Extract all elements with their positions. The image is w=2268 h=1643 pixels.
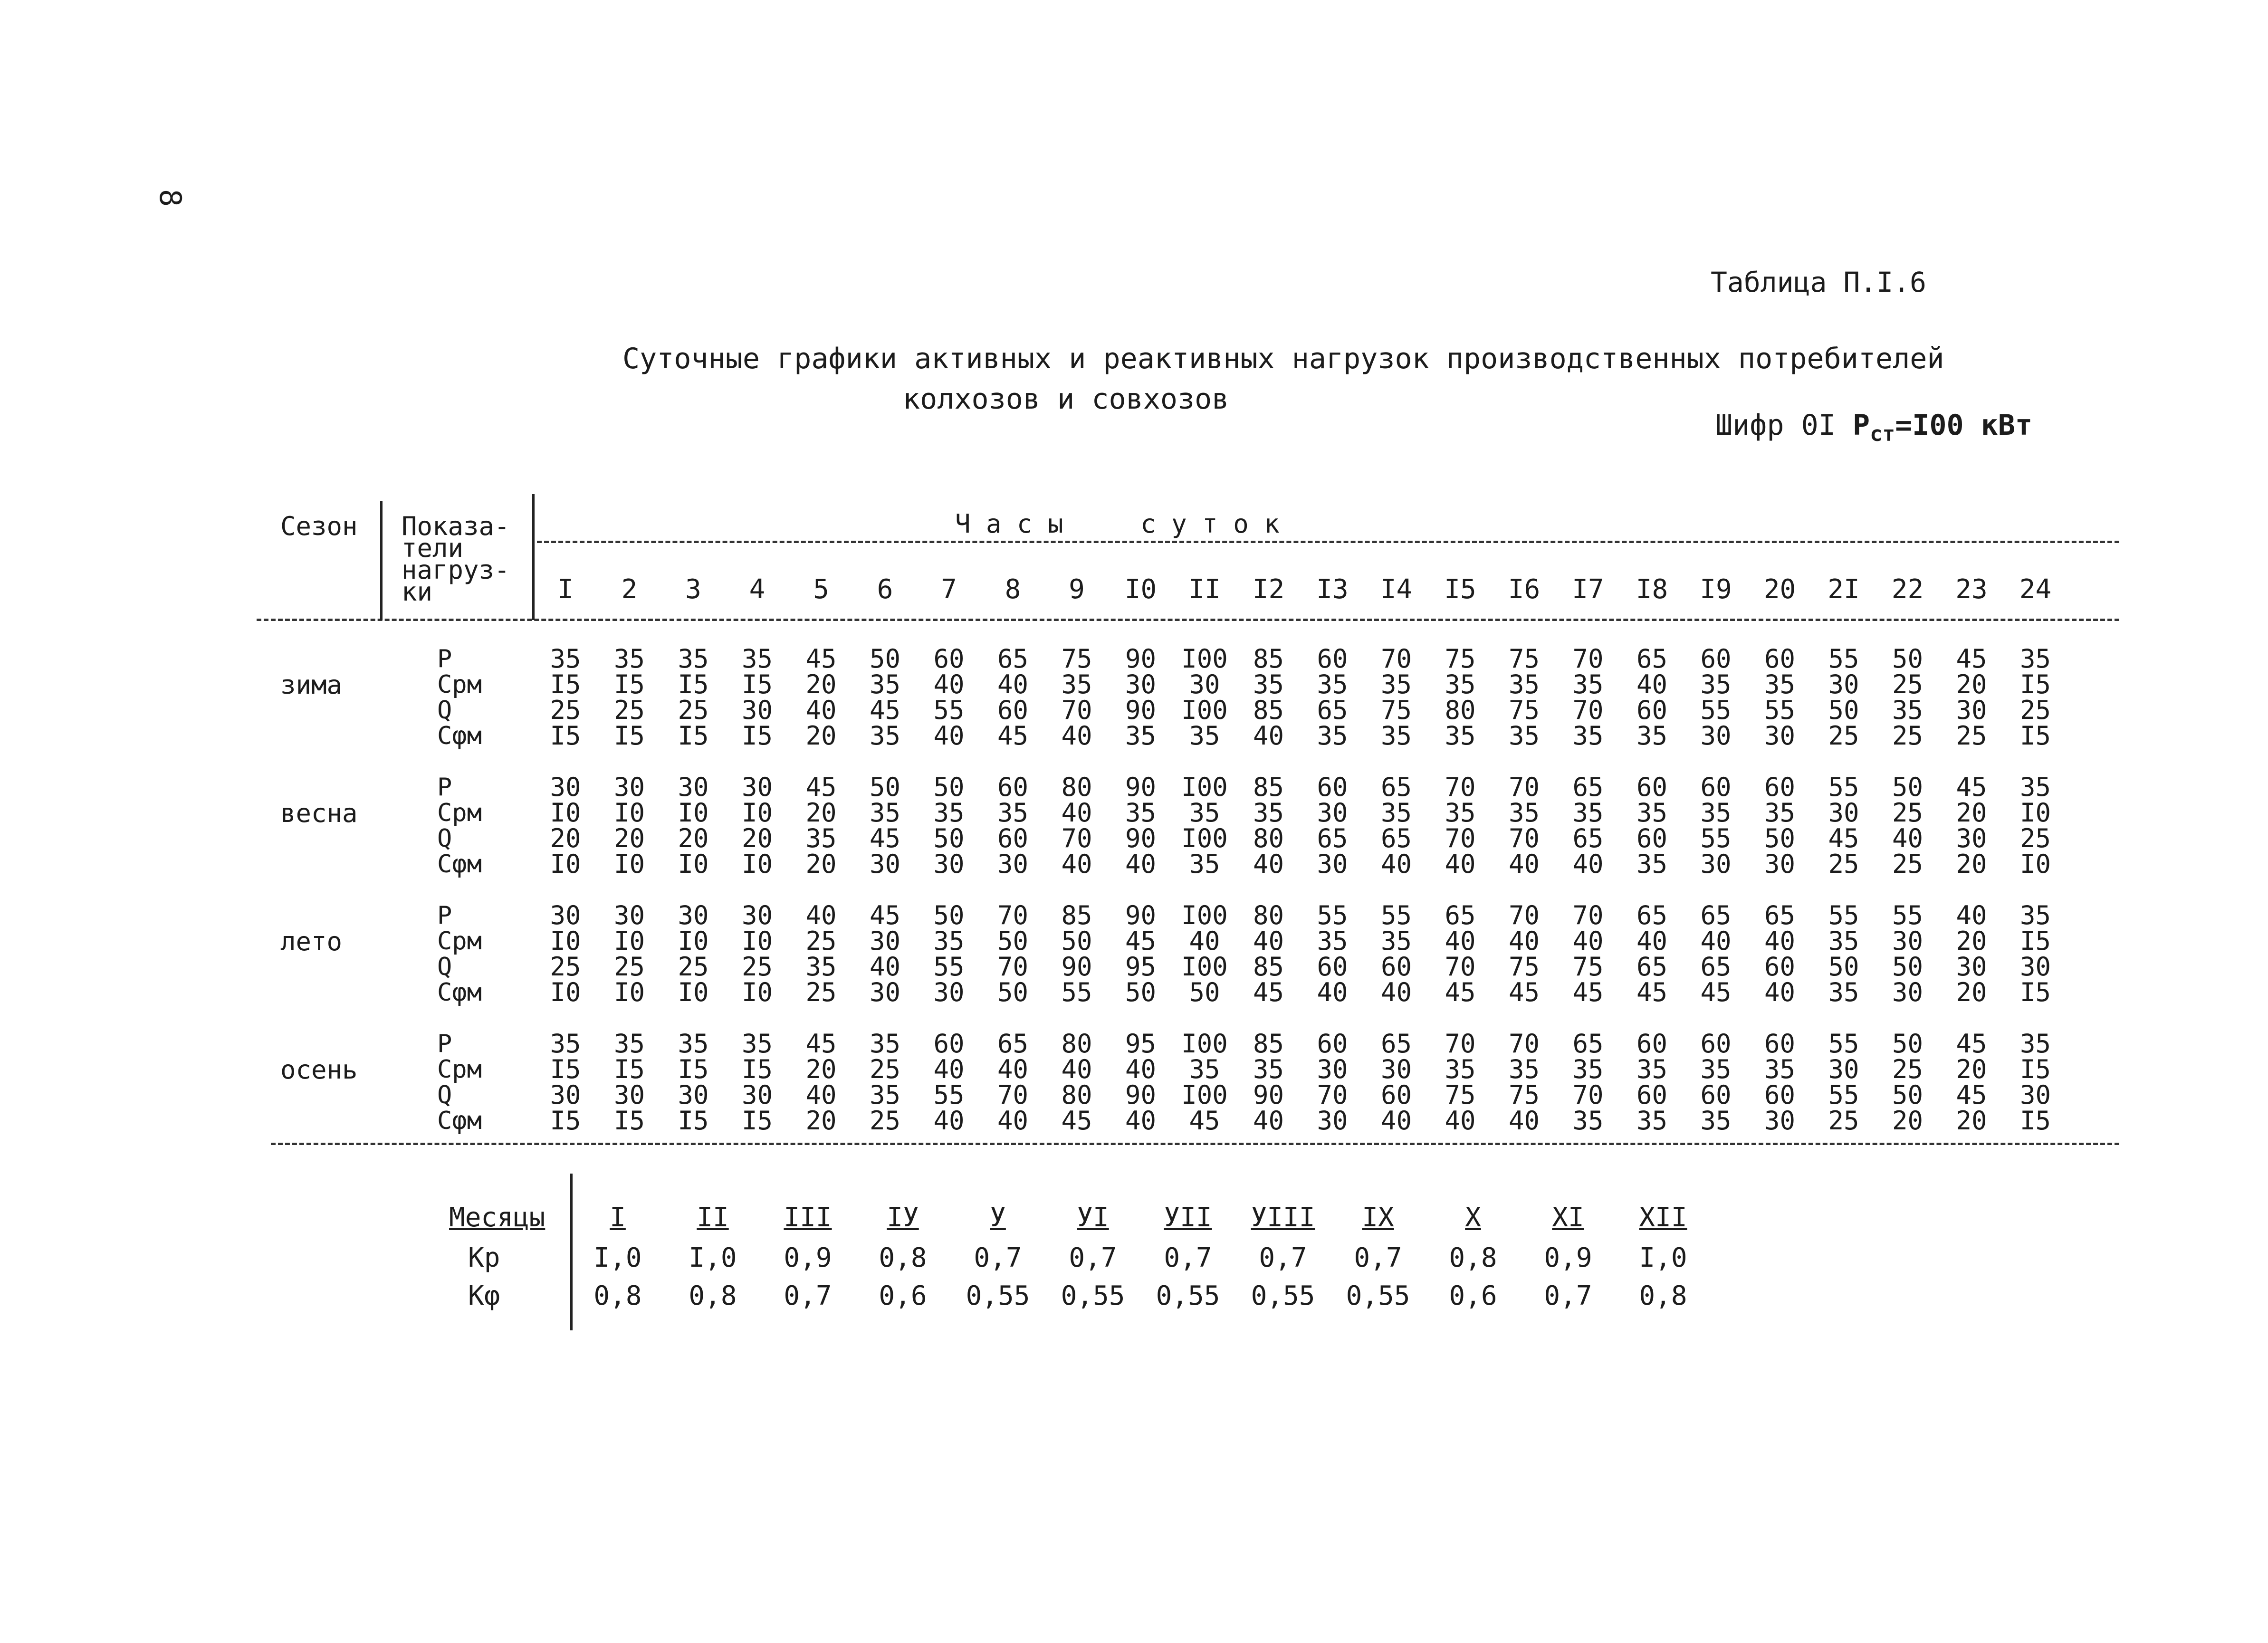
- coefficient-value: I,0: [689, 1242, 737, 1273]
- hour-header-20: 20: [1763, 574, 1796, 605]
- season-label: весна: [280, 798, 358, 828]
- coefficient-value: 0,7: [1354, 1242, 1402, 1273]
- coefficient-value: 0,7: [784, 1280, 832, 1311]
- table-cell: 65 40 65 45: [1700, 900, 1732, 1007]
- table-cell: 45 20 40 20: [805, 1029, 837, 1136]
- table-cell: I00 40 I00 50: [1181, 900, 1228, 1007]
- table-cell: 30 I0 25 I0: [678, 900, 709, 1007]
- month-header: IУ: [887, 1202, 919, 1233]
- table-cell: 55 35 60 40: [1317, 900, 1348, 1007]
- hour-header-5: 5: [813, 574, 829, 605]
- table-cell: 60 35 55 30: [1700, 644, 1732, 751]
- hour-header-24: 24: [2019, 574, 2052, 605]
- hour-header-14: I4: [1380, 574, 1413, 605]
- table-cell: 65 40 65 45: [1636, 900, 1668, 1007]
- table-label: Таблица П.I.6: [1711, 266, 1926, 298]
- table-cell: 45 30 40 30: [869, 900, 901, 1007]
- table-cell: 60 35 60 30: [1764, 1029, 1796, 1136]
- table-cell: 35 I5 30 I5: [678, 1029, 709, 1136]
- indicator-labels: P Срм Q Сφм: [437, 645, 482, 750]
- coefficient-value: 0,6: [1449, 1280, 1497, 1311]
- months-label: Месяцы: [449, 1202, 545, 1233]
- coefficient-value: 0,8: [593, 1280, 642, 1311]
- table-cell: 85 35 80 40: [1253, 772, 1284, 879]
- table-cell: 55 30 45 25: [1828, 772, 1859, 879]
- table-cell: 70 35 70 35: [1572, 644, 1604, 751]
- table-cell: 70 40 75 45: [1508, 900, 1540, 1007]
- table-cell: 60 35 55 30: [1700, 772, 1732, 879]
- coefficient-value: 0,9: [784, 1242, 832, 1273]
- coefficient-value: 0,8: [1449, 1242, 1497, 1273]
- hour-header-8: 8: [1005, 574, 1021, 605]
- coefficient-value: 0,7: [1164, 1242, 1212, 1273]
- hour-header-2: 2: [621, 574, 638, 605]
- season-header: Сезон: [280, 511, 358, 541]
- hours-header: Ч а с ы с у т о к: [955, 509, 1280, 539]
- table-cell: I00 30 I00 35: [1181, 644, 1228, 751]
- table-bottom-rule: [271, 1143, 2119, 1145]
- table-cell: 55 35 50 35: [1828, 900, 1859, 1007]
- table-cell: 60 35 60 35: [1636, 772, 1668, 879]
- table-cell: 55 35 60 40: [1380, 900, 1412, 1007]
- table-cell: 60 30 65 30: [1317, 772, 1348, 879]
- power-label: $P_{ст}=I00$ кВт: [1853, 409, 2033, 446]
- table-cell: 50 25 50 20: [1892, 1029, 1923, 1136]
- hour-header-19: I9: [1700, 574, 1732, 605]
- table-cell: 35 I5 30 I5: [741, 644, 773, 751]
- table-cell: 30 I0 25 I0: [741, 900, 773, 1007]
- table-cell: 35 I5 25 I5: [2019, 644, 2051, 751]
- table-cell: 30 I0 20 I0: [741, 772, 773, 879]
- table-cell: 70 40 75 45: [1572, 900, 1604, 1007]
- coefficient-value: I,0: [593, 1242, 642, 1273]
- month-header: УI: [1077, 1202, 1109, 1233]
- hour-header-16: I6: [1508, 574, 1541, 605]
- indicators-header: Показа- тели нагруз- ки: [402, 511, 510, 607]
- table-cell: 75 35 70 40: [1061, 644, 1092, 751]
- coefficient-value: 0,8: [1639, 1280, 1687, 1311]
- table-cell: 35 I5 30 I5: [2019, 900, 2051, 1007]
- table-cell: 50 25 40 25: [1892, 772, 1923, 879]
- coefficient-label: Кр: [468, 1242, 500, 1273]
- hour-header-18: I8: [1636, 574, 1668, 605]
- month-header: УII: [1164, 1202, 1212, 1233]
- table-cell: 65 40 70 45: [1445, 900, 1476, 1007]
- table-cell: 80 40 70 40: [1061, 772, 1092, 879]
- table-top-rule: [537, 541, 2119, 543]
- table-cell: 65 35 65 40: [1572, 772, 1604, 879]
- table-cell: 50 35 45 30: [869, 772, 901, 879]
- table-cell: 30 I0 20 I0: [550, 772, 581, 879]
- table-cell: 75 35 80 35: [1445, 644, 1476, 751]
- table-cell: 95 40 90 40: [1125, 1029, 1157, 1136]
- table-cell: 35 I5 25 I5: [550, 644, 581, 751]
- table-cell: 60 40 55 40: [933, 1029, 965, 1136]
- table-cell: 70 35 75 40: [1508, 1029, 1540, 1136]
- table-cell: 70 35 70 40: [1508, 772, 1540, 879]
- table-cell: 60 35 60 30: [997, 772, 1029, 879]
- table-cell: 85 35 85 40: [1253, 644, 1284, 751]
- table-cell: 30 I0 20 I0: [613, 772, 645, 879]
- table-cell: 50 25 35 25: [1892, 644, 1923, 751]
- month-header: У: [990, 1202, 1006, 1233]
- code-text: Шифр 0I: [1715, 409, 1836, 442]
- coefficient-value: 0,7: [974, 1242, 1022, 1273]
- table-cell: 35 I5 30 I5: [2019, 1029, 2051, 1136]
- hour-header-21: 2I: [1828, 574, 1860, 605]
- table-cell: 60 30 70 30: [1317, 1029, 1348, 1136]
- table-cell: 60 35 65 35: [1317, 644, 1348, 751]
- table-cell: 45 20 40 20: [805, 644, 837, 751]
- table-cell: 80 40 80 45: [1061, 1029, 1092, 1136]
- hour-header-12: I2: [1252, 574, 1285, 605]
- table-cell: 30 I0 25 I0: [613, 900, 645, 1007]
- table-cell: 55 30 50 25: [1828, 644, 1859, 751]
- table-cell: 50 35 55 30: [933, 900, 965, 1007]
- table-cell: 80 40 85 45: [1253, 900, 1284, 1007]
- table-cell: 55 30 50 30: [1892, 900, 1923, 1007]
- coefficient-value: I,0: [1639, 1242, 1687, 1273]
- table-cell: 70 35 70 40: [1445, 772, 1476, 879]
- table-cell: 50 35 45 35: [869, 644, 901, 751]
- month-header: I: [610, 1202, 626, 1233]
- table-cell: 50 35 50 30: [933, 772, 965, 879]
- table-cell: 60 35 55 30: [1764, 644, 1796, 751]
- table-cell: 60 35 60 35: [1636, 1029, 1668, 1136]
- table-cell: 85 35 90 40: [1253, 1029, 1284, 1136]
- coefficient-value: 0,7: [1259, 1242, 1307, 1273]
- table-cell: 90 35 90 40: [1125, 772, 1157, 879]
- month-table-divider: [570, 1174, 573, 1330]
- month-header: XII: [1639, 1202, 1687, 1233]
- table-cell: I00 35 I00 35: [1181, 772, 1228, 879]
- table-cell: 40 25 35 25: [805, 900, 837, 1007]
- indicator-labels: P Срм Q Сφм: [437, 901, 482, 1007]
- table-cell: 65 40 70 40: [997, 1029, 1029, 1136]
- coefficient-value: 0,9: [1544, 1242, 1592, 1273]
- table-cell: 65 35 70 35: [1572, 1029, 1604, 1136]
- indicator-labels: P Срм Q Сφм: [437, 1030, 482, 1135]
- hour-header-10: I0: [1124, 574, 1157, 605]
- month-header: XI: [1552, 1202, 1584, 1233]
- table-cell: 70 35 75 40: [1445, 1029, 1476, 1136]
- table-cell: 85 50 90 55: [1061, 900, 1092, 1007]
- coefficient-value: 0,55: [1061, 1280, 1125, 1311]
- header-bottom-rule: [257, 619, 2119, 621]
- season-label: лето: [280, 927, 343, 956]
- table-cell: 60 35 50 30: [1764, 772, 1796, 879]
- table-cell: 35 I5 25 I5: [678, 644, 709, 751]
- table-cell: 65 30 60 40: [1380, 1029, 1412, 1136]
- hour-header-11: II: [1188, 574, 1221, 605]
- table-cell: 35 25 35 25: [869, 1029, 901, 1136]
- hour-header-22: 22: [1891, 574, 1924, 605]
- hour-header-17: I7: [1572, 574, 1604, 605]
- indicator-column-divider: [532, 494, 535, 620]
- hour-header-23: 23: [1955, 574, 1988, 605]
- month-header: II: [697, 1202, 729, 1233]
- coefficient-value: 0,8: [879, 1242, 927, 1273]
- table-title-line1: Суточные графики активных и реактивных нагрузок производственных потребителей: [622, 342, 1944, 375]
- season-label: зима: [280, 670, 343, 700]
- table-cell: 90 45 95 50: [1125, 900, 1157, 1007]
- hour-header-13: I3: [1316, 574, 1349, 605]
- hour-header-4: 4: [749, 574, 766, 605]
- coefficient-value: 0,55: [1156, 1280, 1220, 1311]
- table-cell: 35 I5 30 I5: [741, 1029, 773, 1136]
- table-cell: 35 I5 30 I5: [550, 1029, 581, 1136]
- month-header: III: [784, 1202, 832, 1233]
- table-cell: 30 I0 20 I0: [678, 772, 709, 879]
- indicator-labels: P Срм Q Сφм: [437, 773, 482, 879]
- table-cell: 70 35 75 35: [1380, 644, 1412, 751]
- table-cell: 45 20 45 20: [1956, 1029, 1987, 1136]
- coefficient-value: 0,55: [1346, 1280, 1410, 1311]
- table-cell: I00 35 I00 45: [1181, 1029, 1228, 1136]
- season-column-divider: [380, 501, 383, 620]
- table-cell: 65 35 65 40: [1380, 772, 1412, 879]
- table-cell: 55 30 55 25: [1828, 1029, 1859, 1136]
- table-cell: 35 I0 25 I0: [2019, 772, 2051, 879]
- coefficient-value: 0,8: [689, 1280, 737, 1311]
- hour-header-6: 6: [877, 574, 893, 605]
- coefficient-value: 0,7: [1069, 1242, 1117, 1273]
- table-cell: 90 30 90 35: [1125, 644, 1157, 751]
- table-cell: 65 40 60 35: [1636, 644, 1668, 751]
- month-header: X: [1465, 1202, 1481, 1233]
- month-header: УIII: [1251, 1202, 1315, 1233]
- table-title-line2: колхозов и совхозов: [903, 382, 1229, 416]
- hour-header-1: I: [557, 574, 574, 605]
- hour-header-3: 3: [685, 574, 701, 605]
- table-cell: 35 I5 30 I5: [613, 1029, 645, 1136]
- coefficient-value: 0,7: [1544, 1280, 1592, 1311]
- table-cell: 65 40 60 45: [997, 644, 1029, 751]
- hour-header-15: I5: [1444, 574, 1476, 605]
- table-cell: 45 20 30 20: [1956, 772, 1987, 879]
- season-label: осень: [280, 1055, 358, 1085]
- coefficient-value: 0,6: [879, 1280, 927, 1311]
- hour-header-9: 9: [1069, 574, 1085, 605]
- table-cell: 70 50 70 50: [997, 900, 1029, 1007]
- coefficient-value: 0,55: [966, 1280, 1030, 1311]
- coefficient-value: 0,55: [1251, 1280, 1315, 1311]
- table-cell: 45 20 30 25: [1956, 644, 1987, 751]
- table-cell: 60 35 60 35: [1700, 1029, 1732, 1136]
- coefficient-label: Кφ: [468, 1280, 500, 1311]
- table-cell: 60 40 55 40: [933, 644, 965, 751]
- page-number: 8: [153, 189, 188, 207]
- table-cell: 30 I0 25 I0: [550, 900, 581, 1007]
- table-cell: 65 40 60 40: [1764, 900, 1796, 1007]
- table-cell: 75 35 75 35: [1508, 644, 1540, 751]
- hour-header-7: 7: [941, 574, 957, 605]
- month-header: IX: [1362, 1202, 1394, 1233]
- table-cell: 35 I5 25 I5: [613, 644, 645, 751]
- code-line: [1715, 409, 2032, 446]
- table-cell: 45 20 35 20: [805, 772, 837, 879]
- table-cell: 40 20 30 20: [1956, 900, 1987, 1007]
